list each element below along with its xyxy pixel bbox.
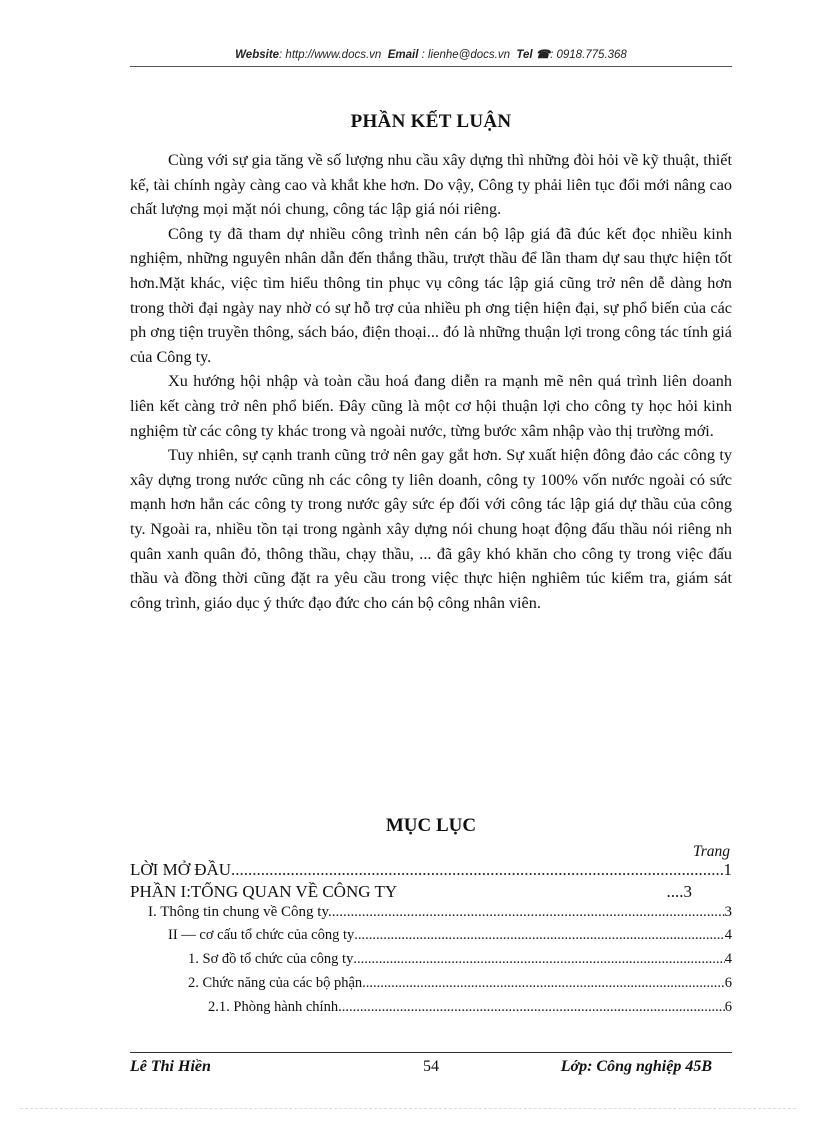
toc-entry-page: 4 bbox=[724, 951, 732, 967]
toc-entry[interactable] bbox=[130, 860, 732, 882]
toc-entry-page: 6 bbox=[724, 975, 732, 991]
page-footer bbox=[130, 1052, 732, 1077]
toc-entry-page: ....3 bbox=[666, 882, 692, 901]
toc-entry[interactable] bbox=[130, 975, 732, 999]
toc-leader-dots bbox=[362, 975, 725, 992]
toc-title: MỤC LỤC bbox=[385, 815, 477, 836]
paragraph: Tuy nhiên, sự cạnh tranh cũng trở nên gay gắt hơn. Sự xuất hiện đông đảo các công ty xây dựng trong nước cũng nh các công ty liên doanh, công ty 100% vốn nước ngoài có sức mạnh hơn hẳn các công ty trong nước gây sức ép đối với công tác lập giá dự thầu của công ty. Ngoài ra, nhiều tồn tại trong ngành xây dựng nói chung hoạt động đấu thầu nói riêng nh quân xanh quân đỏ, thông thầu, chạy thầu, ... đã gây khó khăn cho công ty trong việc đấu thầu và đồng thời cũng đặt ra yêu cầu trong việc thực hiện nghiêm túc kiểm tra, giám sát công trình, giáo dục ý thức đạo đức cho cán bộ công nhân viên. bbox=[130, 446, 732, 612]
toc-entry-page: 4 bbox=[724, 927, 732, 943]
toc-entry[interactable] bbox=[130, 904, 732, 927]
email-value: : lienhe@docs.vn bbox=[421, 49, 510, 61]
page-header bbox=[130, 46, 732, 67]
toc-entry[interactable] bbox=[130, 951, 732, 975]
toc-entry-label: II — cơ cấu tổ chức của công ty bbox=[168, 927, 355, 943]
page-edge-divider bbox=[20, 1108, 796, 1109]
toc-leader-dots bbox=[354, 927, 725, 944]
paragraph: Cùng với sự gia tăng về số lượng nhu cầu xây dựng thì những đòi hỏi về kỹ thuật, thiết kế, tài chính ngày càng cao và khắt khe hơn. Do vậy, Công ty phải liên tục đổi mới nâng cao chất lượng mọi mặt nói chung, công tác lập giá nói riêng. bbox=[130, 151, 732, 219]
toc-entry-label: I. Thông tin chung về Công ty. bbox=[148, 904, 332, 920]
conclusion-body bbox=[130, 148, 732, 615]
email-label: Email bbox=[387, 49, 419, 61]
toc-entry[interactable] bbox=[130, 999, 732, 1023]
toc-leader-dots bbox=[332, 904, 725, 921]
toc-leader-dots bbox=[342, 999, 725, 1016]
footer-page-number: 54 bbox=[423, 1058, 439, 1075]
tel-label: Tel ☎ bbox=[516, 49, 551, 61]
toc-leader-dots bbox=[353, 951, 724, 968]
website-label: Website bbox=[235, 49, 280, 61]
section-title: PHẦN KẾT LUẬN bbox=[350, 111, 512, 132]
toc-entry-label: 1. Sơ đồ tổ chức của công ty bbox=[188, 951, 354, 967]
toc-entry-page: 6 bbox=[724, 999, 732, 1015]
toc-entry-label: LỜI MỞ ĐẦU bbox=[130, 860, 232, 879]
toc-entry[interactable] bbox=[130, 882, 732, 904]
tel-value: : 0918.775.368 bbox=[550, 49, 627, 61]
toc-entry[interactable] bbox=[130, 927, 732, 951]
toc-entry-label: 2.1. Phòng hành chính. bbox=[208, 999, 342, 1015]
toc-entry-page: 1 bbox=[723, 860, 732, 879]
table-of-contents bbox=[130, 860, 732, 1023]
footer-author: Lê Thi Hiền bbox=[130, 1058, 211, 1075]
paragraph: Công ty đã tham dự nhiều công trình nên cán bộ lập giá đã đúc kết đọc nhiều kinh nghiệm, những nguyên nhân dẫn đến thắng thầu, trượt thầu để lần tham dự sau thực hiện tốt hơn.Mặt khác, việc tìm hiểu thông tin phục vụ công tác lập giá cũng trở nên dễ dàng hơn trong thời đại ngày nay nhờ có sự hỗ trợ của nhiều ph ơng tiện hiện đại, sự phổ biến của các ph ơng tiện truyền thông, sách báo, điện thoại... đó là những thuận lợi trong công tác tính giá của Công ty. bbox=[130, 224, 732, 366]
toc-entry-label: 2. Chức năng của các bộ phận bbox=[188, 975, 363, 991]
footer-class: Lớp: Công nghiệp 45B bbox=[560, 1058, 712, 1075]
website-value: : http://www.docs.vn bbox=[279, 49, 382, 61]
toc-page-header: Trang bbox=[692, 843, 730, 860]
toc-entry-page: 3 bbox=[724, 904, 732, 920]
paragraph: Xu hướng hội nhập và toàn cầu hoá đang diễn ra mạnh mẽ nên quá trình liên doanh liên kết càng trở nên phổ biến. Đây cũng là một cơ hội thuận lợi cho công ty học hỏi kinh nghiệm từ các công ty khác trong và ngoài nước, từng bước xâm nhập vào thị trường mới. bbox=[130, 372, 732, 440]
toc-entry-label: PHẦN I:TỔNG QUAN VỀ CÔNG TY bbox=[130, 882, 398, 901]
toc-leader-dots bbox=[231, 860, 723, 880]
